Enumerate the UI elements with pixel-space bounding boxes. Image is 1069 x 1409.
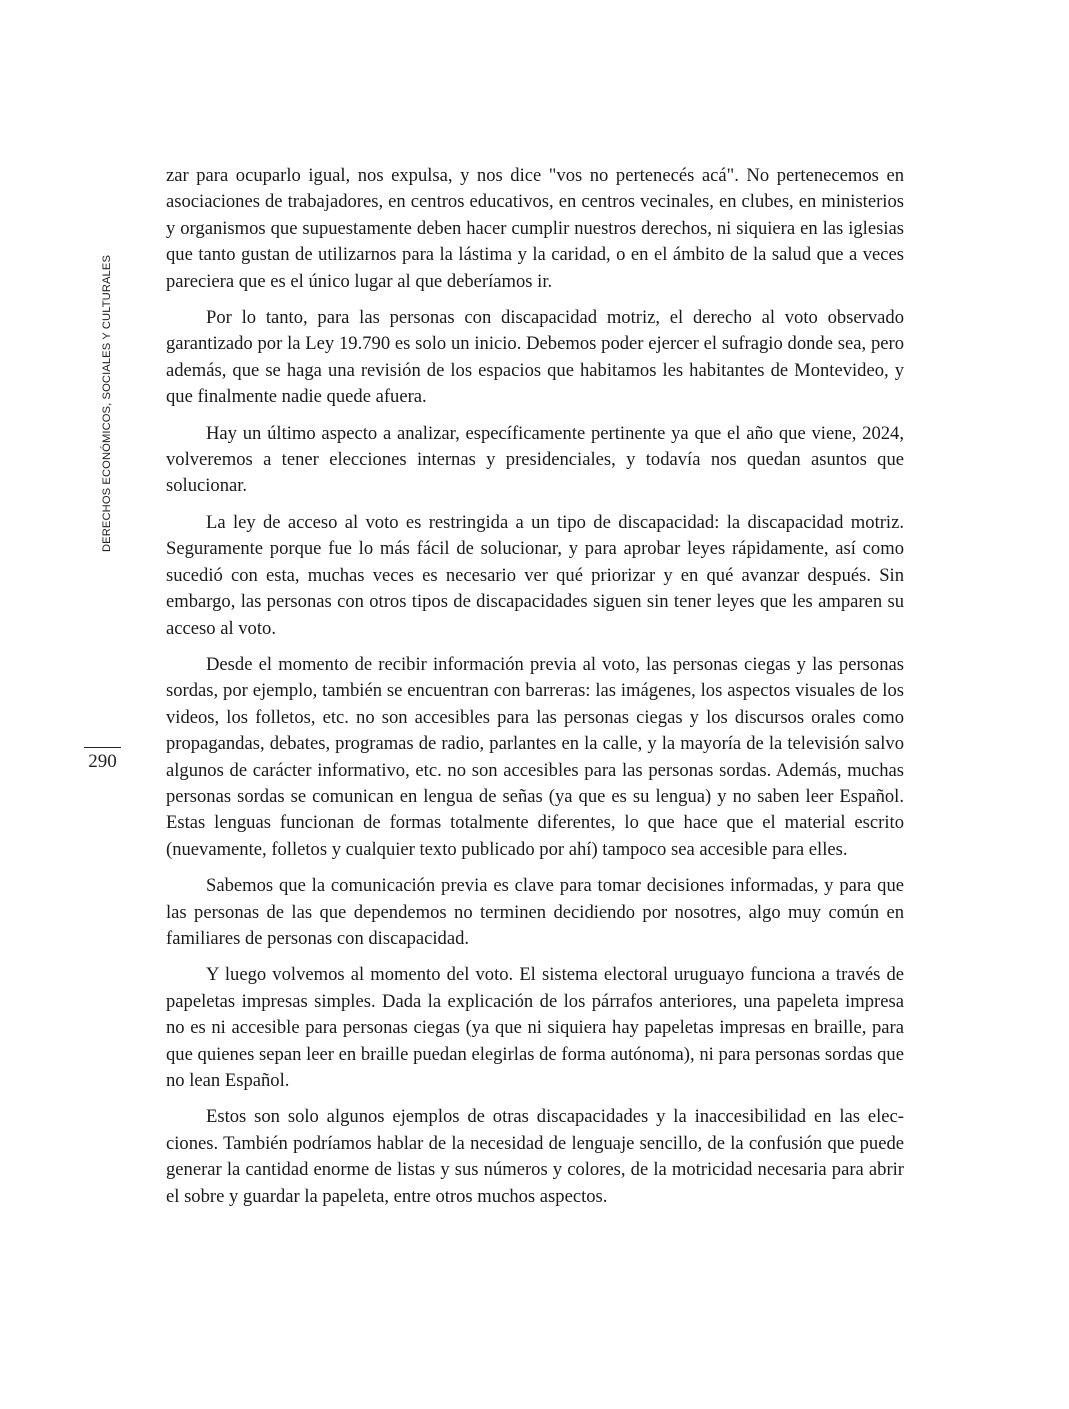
paragraph: Desde el momento de recibir información previa al voto, las personas ciegas y las personas sordas, por ejemplo, también se encuentran con barreras: las imágenes, los aspectos visuales de los videos, los folletos, etc. no son accesibles para las personas ciegas y los discursos orales como propagandas, debates, programas de radio, parlantes en la calle, y la mayoría de la televisión salvo algunos de carácter informativo, etc. no son accesibles para las personas sordas. Además, muchas personas sordas se comunican en lengua de señas (ya que es su lengua) y no saben leer Español. Estas lenguas funcionan de formas totalmente diferentes, lo que hace que el material escrito (nuevamente, folletos y cualquier texto publicado por ahí) tampoco sea accesible para elles. (166, 653, 904, 860)
paragraph: Por lo tanto, para las personas con discapacidad motriz, el derecho al voto observado garantizado por la Ley 19.790 es solo un inicio. Debemos poder ejercer el sufragio donde sea, pero además, que se haga una revisión de los espacios que habitamos les habitantes de Montevideo, y que finalmente nadie quede afuera. (166, 307, 904, 408)
paragraph: Y luego volvemos al momento del voto. El sistema electoral uruguayo funciona a través de papeletas impresas simples. Dada la explicación de los párrafos anteriores, una papeleta impresa no es ni accesible para personas ciegas (ya que ni siquiera hay papeletas impresas en braille, para que quienes sepan leer en braille puedan elegirlas de forma autónoma), ni para personas sordas que no lean Español. (166, 964, 904, 1091)
body-text (166, 163, 904, 1220)
running-header-section-title: DERECHOS ECONÓMICOS, SOCIALES Y CULTURALES (101, 254, 113, 552)
page-number: 290 (88, 751, 117, 772)
page-number-rule (84, 747, 121, 748)
paragraph: Hay un último aspecto a analizar, específicamente pertinente ya que el año que viene, 2024, volveremos a tener elecciones internas y presidenciales, y todavía nos quedan asuntos que solucionar. (166, 422, 904, 497)
paragraph: Estos son solo algunos ejemplos de otras discapacidades y la inaccesibilidad en las elecciones. También podríamos hablar de la necesidad de lenguaje sencillo, de la confusión que puede generar la cantidad enorme de listas y sus números y colores, de la motricidad necesaria para abrir el sobre y guardar la papeleta, entre otros muchos aspectos. (166, 1106, 904, 1207)
paragraph: La ley de acceso al voto es restringida a un tipo de discapacidad: la discapacidad motriz. Seguramente porque fue lo más fácil de solucionar, y para aprobar leyes rápidamente, así como sucedió con esta, muchas veces es necesario ver qué priorizar y en qué avanzar después. Sin embargo, las personas con otros tipos de discapacidades siguen sin tener leyes que les amparen su acceso al voto. (166, 511, 904, 639)
paragraph: Sabemos que la comunicación previa es clave para tomar decisiones informadas, y para que las personas de las que dependemos no terminen decidiendo por nosotres, algo muy común en familiares de personas con discapacidad. (166, 875, 904, 949)
paragraph-continued: zar para ocuparlo igual, nos expulsa, y nos dice "vos no pertenecés acá". No pertenecemos en asociaciones de trabajadores, en centros educativos, en centros vecinales, en clubes, en ministerios y organismos que supuestamente deben hacer cumplir nuestros derechos, ni siquiera en las iglesias que tanto gustan de utilizarnos para la lástima y la caridad, o en el ámbito de la salud que a veces pareciera que es el único lugar al que deberíamos ir. (166, 165, 904, 292)
